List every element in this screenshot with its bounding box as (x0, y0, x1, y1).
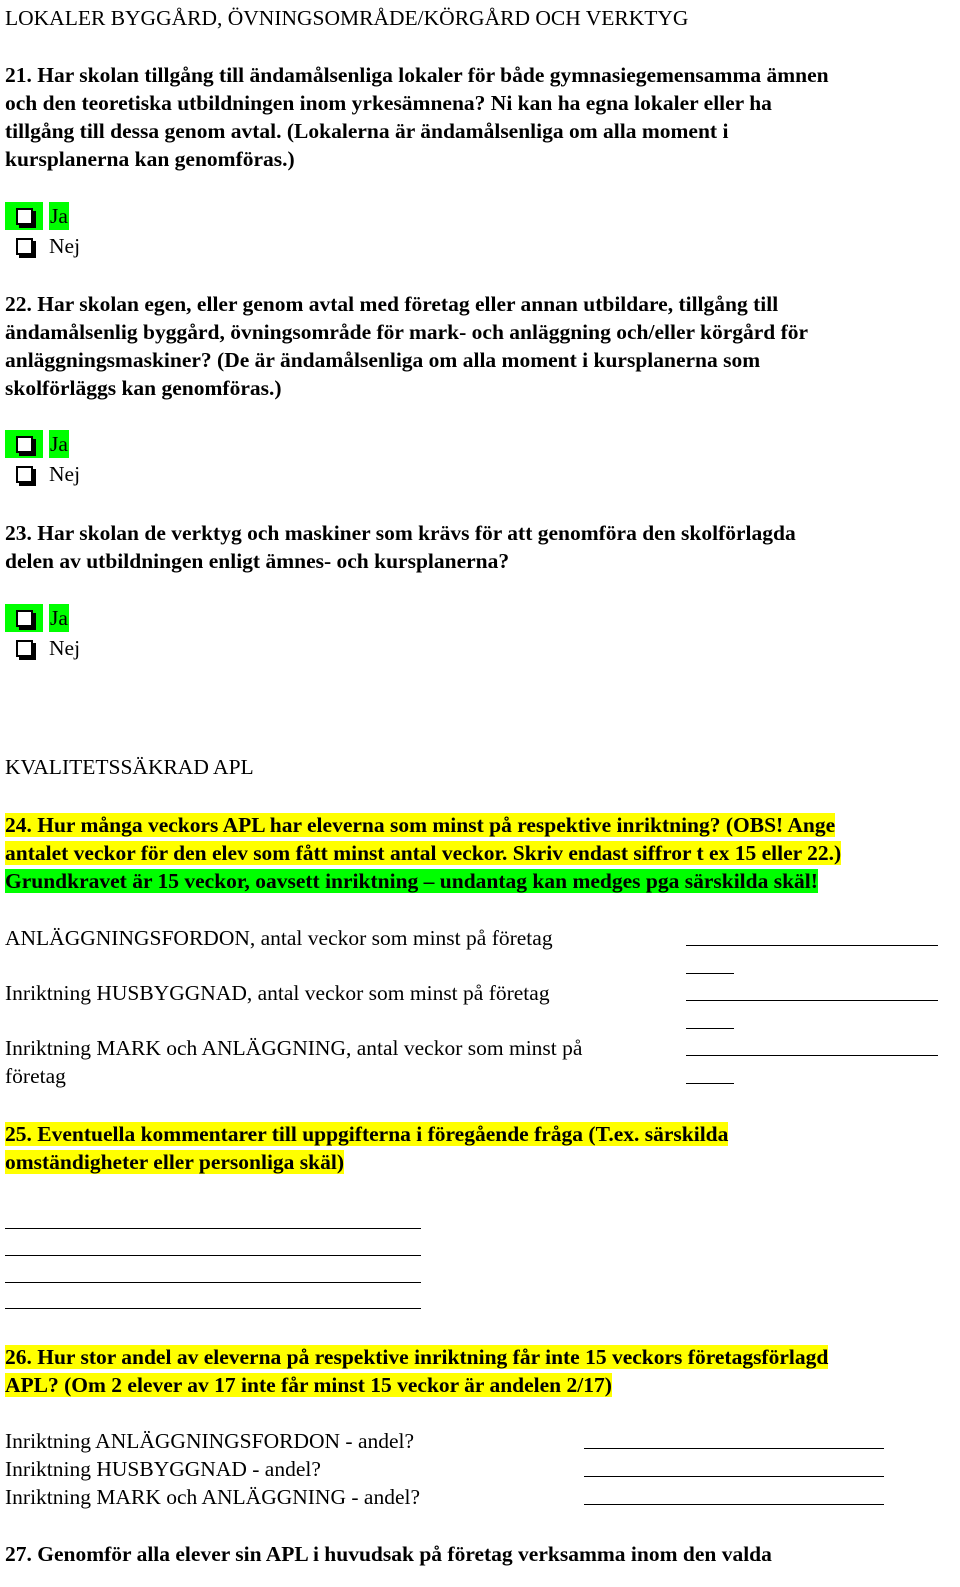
q24-field-husbyggnad-input[interactable] (686, 1000, 938, 1001)
q23-option-nej[interactable] (5, 634, 95, 662)
q24-line-1-highlight: 24. Hur många veckors APL har eleverna som minst på respektive inriktning? (OBS! Ange (5, 813, 836, 837)
q24-field-mark-label-line-1: Inriktning MARK och ANLÄGGNING, antal veckor som minst på (5, 1036, 583, 1060)
checkbox-icon[interactable] (16, 610, 33, 627)
q26-line-1-highlight: 26. Hur stor andel av eleverna på respektive inriktning får inte 15 veckors företagsförlagd (5, 1345, 829, 1369)
q21-option-nej[interactable] (5, 232, 95, 260)
checkbox-icon[interactable] (16, 466, 33, 483)
q25-text-line-2 (5, 1148, 344, 1176)
q25-line-2-highlight: omständigheter eller personliga skäl) (5, 1150, 345, 1174)
q22-option-nej-label: Nej (49, 462, 81, 486)
section-heading-apl: KVALITETSSÄKRAD APL (5, 755, 254, 779)
q24-field-anlaggningsfordon-input-cont[interactable] (686, 973, 734, 974)
q21-text-line-4: kursplanerna kan genomföras.) (5, 147, 295, 171)
q24-line-2-highlight: antalet veckor för den elev som fått minst antal veckor. Skriv endast siffror t ex 15 eller 22.) (5, 841, 842, 865)
q23-option-ja-label: Ja (50, 606, 68, 630)
q21-option-nej-label: Nej (49, 234, 81, 258)
q26-field-mark-input[interactable] (584, 1504, 884, 1505)
q24-text-line-2 (5, 839, 841, 867)
q26-line-2-highlight: APL? (Om 2 elever av 17 inte får minst 15 veckor är andelen 2/17) (5, 1373, 612, 1397)
q25-comment-line-1[interactable] (5, 1228, 421, 1229)
section-heading-lokaler: LOKALER BYGGÅRD, ÖVNINGSOMRÅDE/KÖRGÅRD OCH VERKTYG (5, 6, 689, 30)
q24-requirement-highlight: Grundkravet är 15 veckor, oavsett inriktning – undantag kan medges pga särskilda skäl! (5, 869, 818, 893)
q24-field-mark-input[interactable] (686, 1055, 938, 1056)
q24-field-anlaggningsfordon-label: ANLÄGGNINGSFORDON, antal veckor som minst på företag (5, 926, 553, 950)
q22-text-line-3: anläggningsmaskiner? (De är ändamålsenliga om alla moment i kursplanerna som (5, 348, 761, 372)
q24-requirement (5, 867, 818, 895)
q26-field-anlaggningsfordon-input[interactable] (584, 1448, 884, 1449)
q24-field-husbyggnad-label: Inriktning HUSBYGGNAD, antal veckor som minst på företag (5, 981, 550, 1005)
checkbox-icon[interactable] (16, 640, 33, 657)
q24-text-line-1 (5, 811, 835, 839)
q22-option-ja[interactable] (5, 430, 77, 458)
q25-line-1-highlight: 25. Eventuella kommentarer till uppgifterna i föregående fråga (T.ex. särskilda (5, 1122, 729, 1146)
q26-field-husbyggnad-label: Inriktning HUSBYGGNAD - andel? (5, 1457, 321, 1481)
q21-text-line-3: tillgång till dessa genom avtal. (Lokalerna är ändamålsenliga om alla moment i (5, 119, 729, 143)
q21-option-ja-label: Ja (50, 204, 68, 228)
q26-text-line-2 (5, 1371, 612, 1399)
q22-text-line-1: 22. Har skolan egen, eller genom avtal med företag eller annan utbildare, tillgång till (5, 292, 779, 316)
q24-field-mark-input-cont[interactable] (686, 1083, 734, 1084)
q24-field-mark-label-line-2: företag (5, 1064, 66, 1088)
q23-option-nej-label: Nej (49, 636, 81, 660)
q27-text-line-1: 27. Genomför alla elever sin APL i huvudsak på företag verksamma inom den valda (5, 1542, 772, 1566)
q25-text-line-1 (5, 1120, 728, 1148)
q26-field-anlaggningsfordon-label: Inriktning ANLÄGGNINGSFORDON - andel? (5, 1429, 415, 1453)
q25-comment-line-2[interactable] (5, 1255, 421, 1256)
q24-field-husbyggnad-input-cont[interactable] (686, 1028, 734, 1029)
q26-field-mark-label: Inriktning MARK och ANLÄGGNING - andel? (5, 1485, 420, 1509)
q24-field-anlaggningsfordon-input[interactable] (686, 945, 938, 946)
q22-option-ja-label: Ja (50, 432, 68, 456)
q21-option-ja[interactable] (5, 202, 77, 230)
q23-text-line-2: delen av utbildningen enligt ämnes- och kursplanerna? (5, 549, 510, 573)
q21-text-line-1: 21. Har skolan tillgång till ändamålsenliga lokaler för både gymnasiegemensamma ämnen (5, 63, 829, 87)
q21-text-line-2: och den teoretiska utbildningen inom yrkesämnena? Ni kan ha egna lokaler eller ha (5, 91, 772, 115)
q25-comment-line-4[interactable] (5, 1308, 421, 1309)
q22-text-line-2: ändamålsenlig byggård, övningsområde för mark- och anläggning och/eller körgård för (5, 320, 809, 344)
checkbox-icon[interactable] (16, 436, 33, 453)
checkbox-icon[interactable] (16, 208, 33, 225)
q22-text-line-4: skolförläggs kan genomföras.) (5, 376, 282, 400)
q25-comment-line-3[interactable] (5, 1282, 421, 1283)
q23-option-ja[interactable] (5, 604, 77, 632)
checkbox-icon[interactable] (16, 238, 33, 255)
q22-option-nej[interactable] (5, 460, 95, 488)
q23-text-line-1: 23. Har skolan de verktyg och maskiner som krävs för att genomföra den skolförlagda (5, 521, 796, 545)
q26-field-husbyggnad-input[interactable] (584, 1476, 884, 1477)
q26-text-line-1 (5, 1343, 828, 1371)
